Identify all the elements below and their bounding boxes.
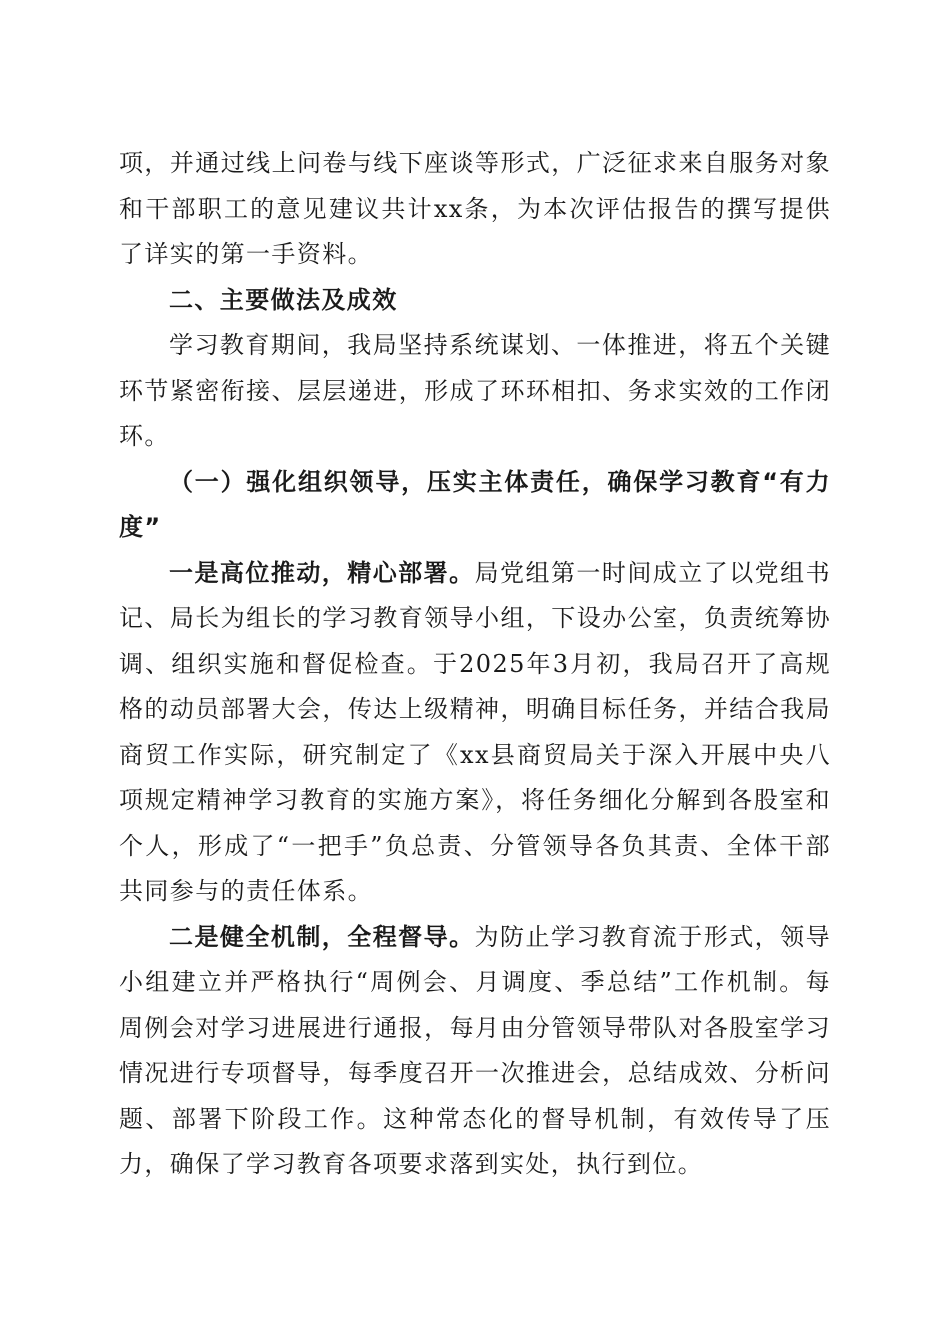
item-1-body: 局党组第一时间成立了以党组书记、局长为组长的学习教育领导小组，下设办公室，负责统筹协调、组织实施和督促检查。于2025年3月初，我局召开了高规格的动员部署大会，传达上级精神，明确目标任务，并结合我局商贸工作实际，研究制定了《xx县商贸局关于深入开展中央八项规定精神学习教育的实施方案》，将任务细化分解到各股室和个人，形成了“一把手”负总责、分管领导各负其责、全体干部共同参与的责任体系。 xyxy=(119,558,831,905)
item-2-body: 为防止学习教育流于形式，领导小组建立并严格执行“周例会、月调度、季总结”工作机制。每周例会对学习进展进行通报，每月由分管领导带队对各股室学习情况进行专项督导，每季度召开一次推进会，总结成效、分析问题、部署下阶段工作。这种常态化的督导机制，有效传导了压力，确保了学习教育各项要求落到实处，执行到位。 xyxy=(119,922,831,1178)
document-body xyxy=(119,141,831,1188)
section-heading: 二、主要做法及成效 xyxy=(169,285,398,314)
item-paragraph-2 xyxy=(119,915,831,1188)
item-2-lead: 二是健全机制，全程督导。 xyxy=(169,922,475,951)
subsection-heading: （一）强化组织领导，压实主体责任，确保学习教育“有力度” xyxy=(119,467,831,541)
section-intro-paragraph: 学习教育期间，我局坚持系统谋划、一体推进，将五个关键环节紧密衔接、层层递进，形成了环环相扣、务求实效的工作闭环。 xyxy=(119,331,831,450)
item-1-lead: 一是高位推动，精心部署。 xyxy=(169,558,475,587)
intro-continued-paragraph: 项，并通过线上问卷与线下座谈等形式，广泛征求来自服务对象和干部职工的意见建议共计xx条，为本次评估报告的撰写提供了详实的第一手资料。 xyxy=(119,149,831,268)
item-paragraph-1 xyxy=(119,551,831,915)
